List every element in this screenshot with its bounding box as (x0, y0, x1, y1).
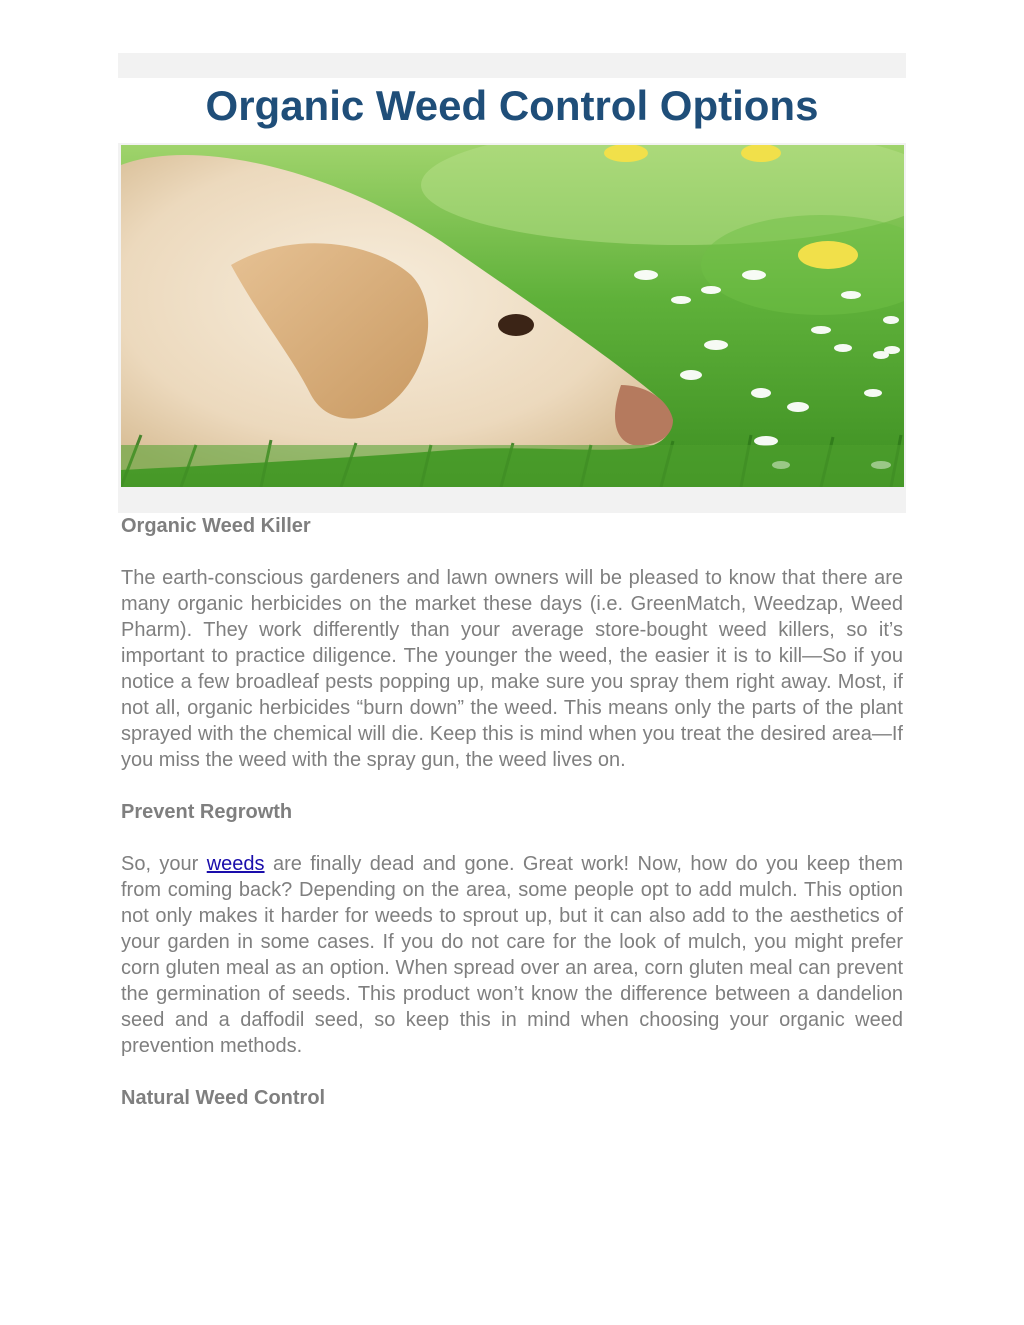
section-paragraph-organic-weed-killer: The earth-conscious gardeners and lawn owners will be pleased to know that there are many organic herbicides on the market these days (i.e. GreenMatch, Weedzap, Weed Pharm). They work differently than your average store-bought weed killers, so it’s important to practice diligence. The younger the weed, the easier it is to kill—So if you notice a few broadleaf pests popping up, make sure you spray them right away. Most, if not all, organic herbicides “burn down” the weed. This means only the parts of the plant sprayed with the chemical will die. Keep this is mind when you treat the desired area—If you miss the weed with the spray gun, the weed lives on. (121, 567, 903, 771)
weeds-link[interactable]: weeds (206, 853, 265, 875)
header-band (118, 53, 906, 78)
section-paragraph-prevent-regrowth (121, 851, 903, 1059)
hero-image (121, 145, 904, 487)
section-heading-natural-weed-control: Natural Weed Control (121, 1087, 326, 1109)
hero-image-frame (118, 143, 906, 513)
section-heading-organic-weed-killer: Organic Weed Killer (121, 515, 311, 537)
article-body (121, 513, 903, 1111)
page-title: Organic Weed Control Options (205, 82, 819, 129)
paragraph-text-start: So, your (121, 853, 207, 875)
paragraph-text-end: are finally dead and gone. Great work! Now, how do you keep them from coming back? Depending on the area, some people opt to add mulch. This option not only makes it harder for weeds to sprout up, but it can also add to the aesthetics of your garden in some cases. If you do not care for the look of mulch, you might prefer corn gluten meal as an option. When spread over an area, corn gluten meal can prevent the germination of seeds. This product won’t know the difference between a dandelion seed and a daffodil seed, so keep this in mind when choosing your organic weed prevention methods. (121, 853, 903, 1057)
section-heading-prevent-regrowth: Prevent Regrowth (121, 801, 293, 823)
